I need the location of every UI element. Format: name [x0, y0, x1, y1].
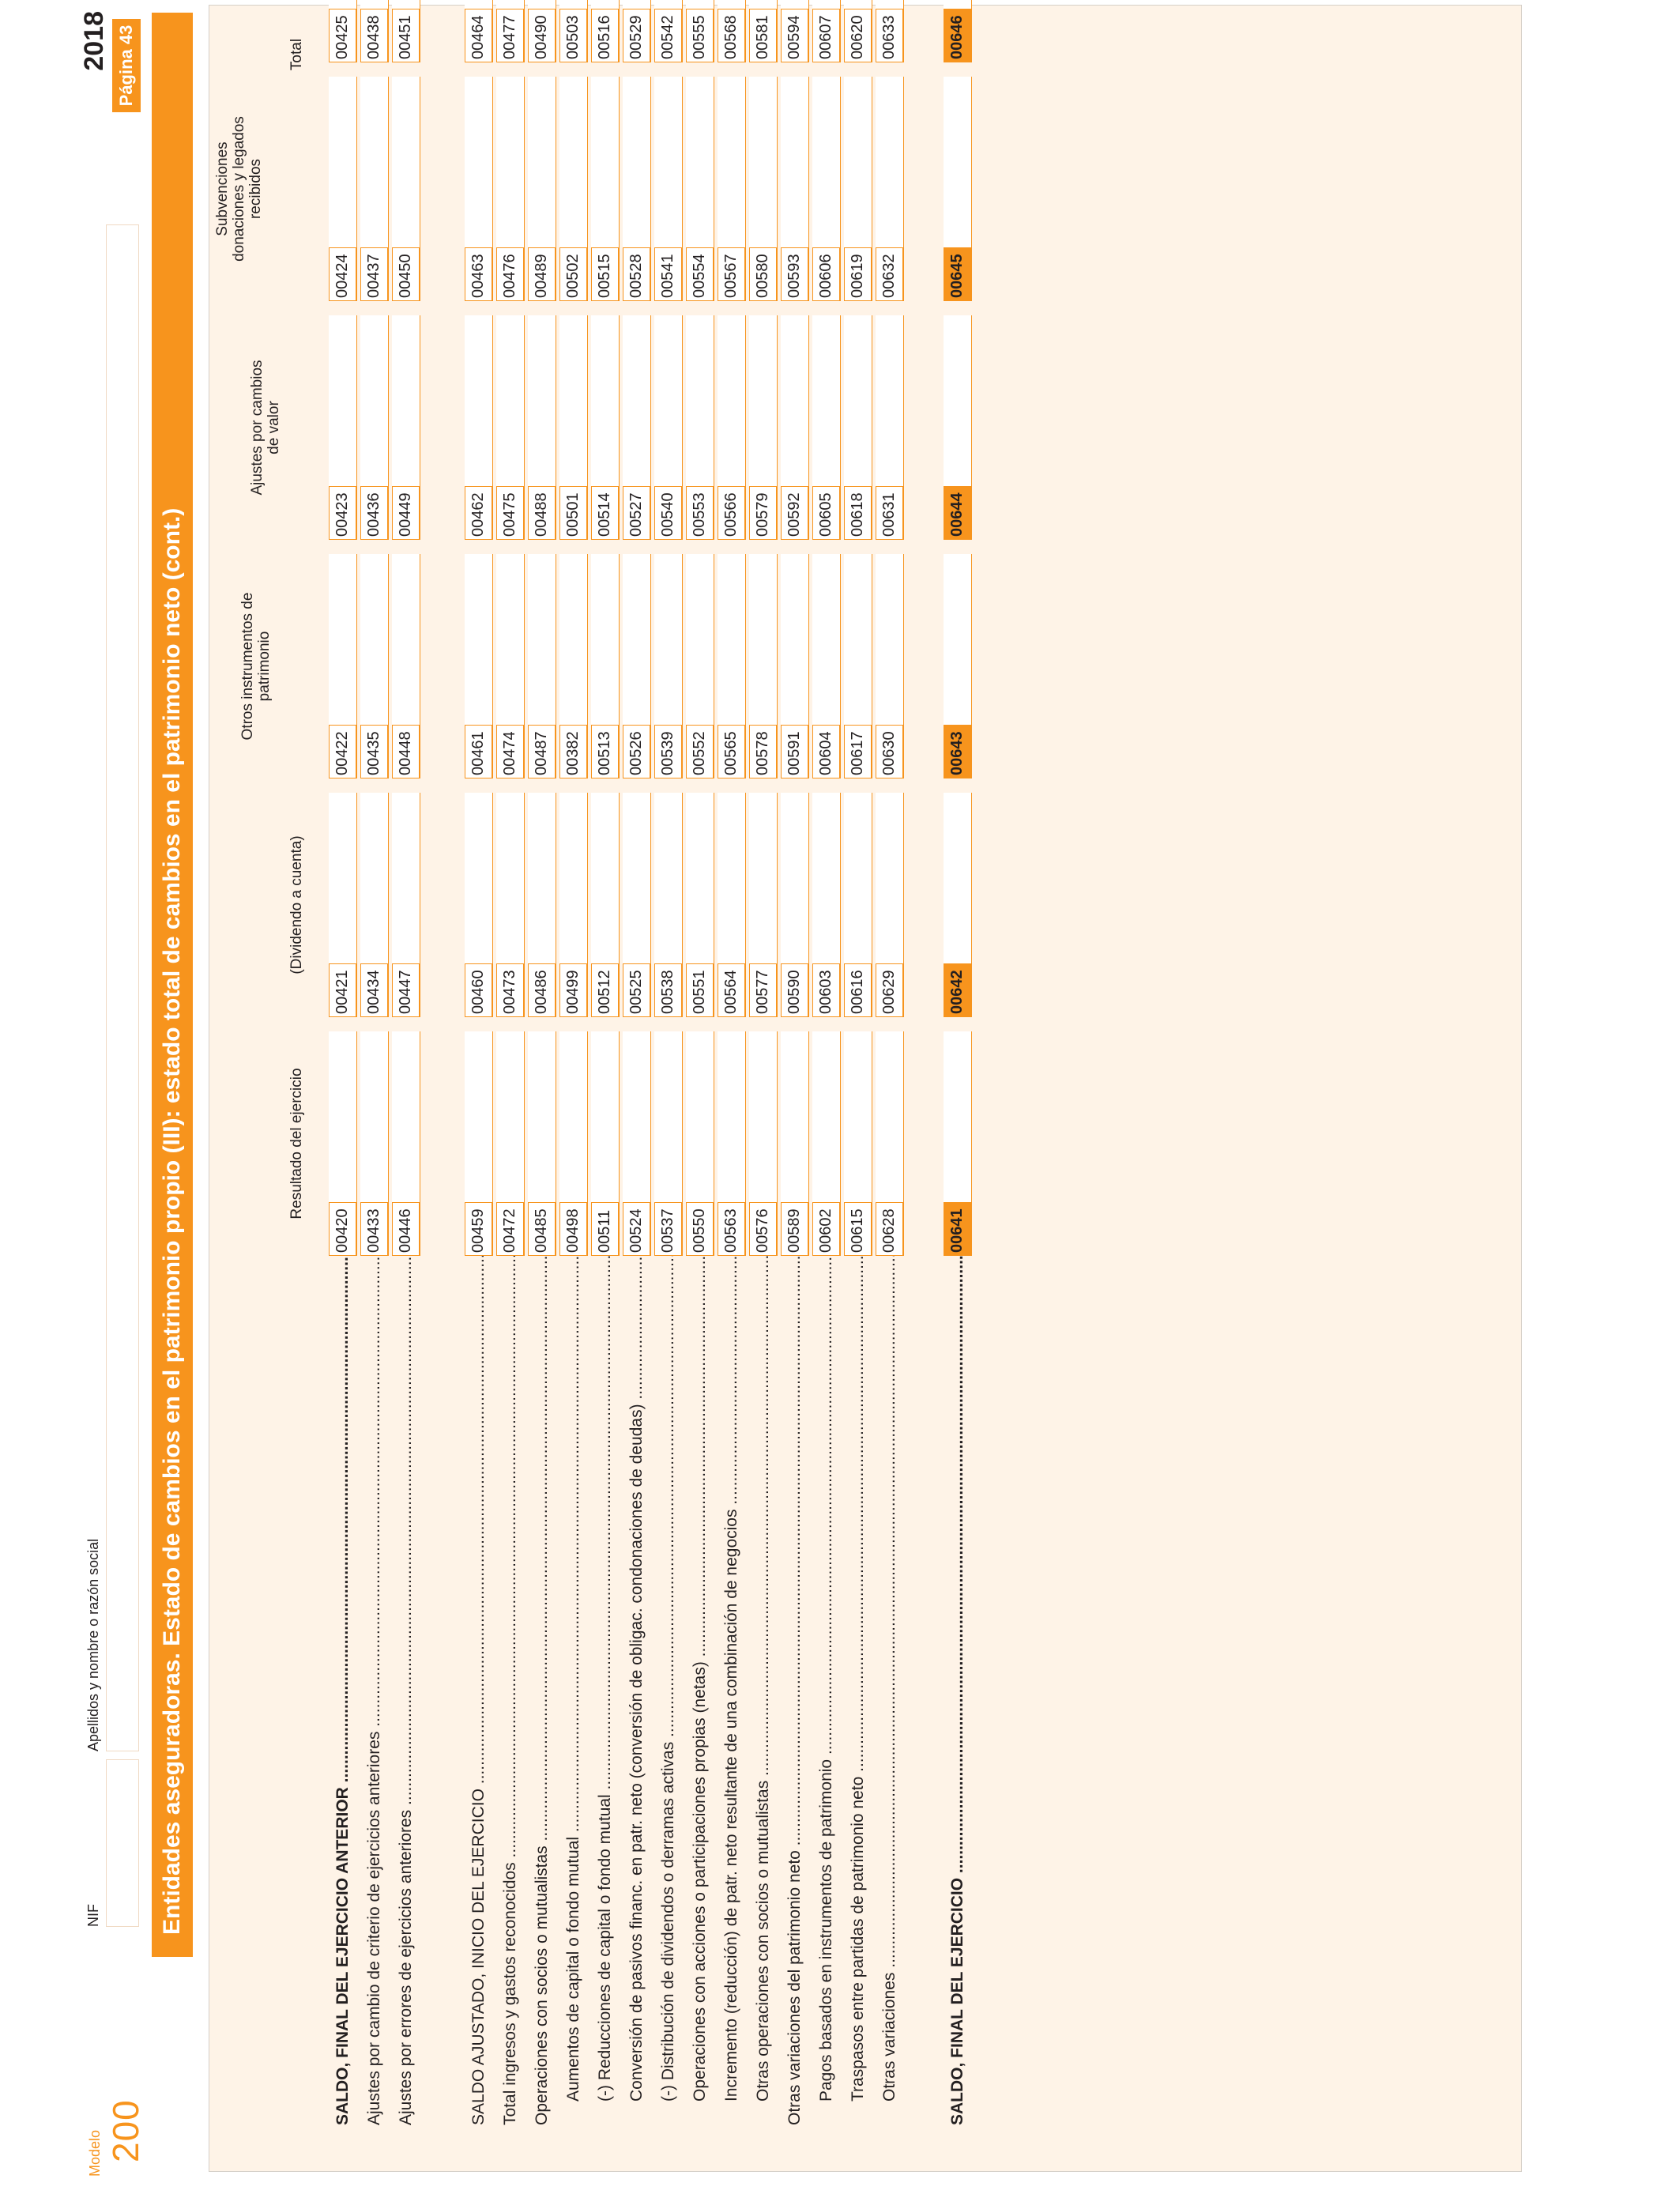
amount-field[interactable] [654, 554, 683, 778]
box-code: 00633 [876, 9, 903, 62]
amount-field[interactable] [496, 554, 525, 778]
modelo-number: 200 [105, 2099, 146, 2162]
amount-field[interactable] [654, 0, 683, 62]
box-code: 00643 [944, 725, 971, 778]
amount-field[interactable] [329, 1031, 357, 1256]
row-label-text: SALDO, FINAL DEL EJERCICIO ANTERIOR [333, 1787, 352, 2125]
row-label-text: Operaciones con acciones o participaciones propias (netas) [691, 1661, 709, 2102]
box-code: 00461 [465, 725, 492, 778]
amount-field[interactable] [876, 554, 904, 778]
amount-field[interactable] [623, 554, 651, 778]
box-code: 00462 [465, 486, 492, 540]
box-code: 00554 [686, 247, 714, 301]
amount-field[interactable] [686, 0, 714, 62]
amount-field[interactable] [844, 1031, 872, 1256]
amount-field[interactable] [360, 315, 389, 540]
amount-field[interactable] [749, 315, 778, 540]
box-code: 00616 [844, 963, 872, 1017]
column-header: (Dividendo a cuenta) [288, 835, 305, 974]
amount-field[interactable] [465, 554, 493, 778]
box-code: 00619 [844, 247, 872, 301]
row-label [331, 1256, 355, 2125]
box-code: 00553 [686, 486, 714, 540]
box-code: 00537 [654, 1202, 682, 1256]
amount-field[interactable] [329, 793, 357, 1017]
amount-field[interactable] [496, 0, 525, 62]
box-code: 00449 [392, 486, 420, 540]
amount-field[interactable] [392, 0, 420, 62]
amount-field[interactable] [591, 1031, 620, 1256]
box-code: 00486 [528, 963, 556, 1017]
box-code: 00420 [329, 1202, 356, 1256]
box-code: 00617 [844, 725, 872, 778]
amount-field[interactable] [392, 554, 420, 778]
amount-field[interactable] [876, 793, 904, 1017]
box-code: 00606 [812, 247, 840, 301]
row-label [783, 1256, 807, 2125]
box-code: 00576 [749, 1202, 777, 1256]
amount-field[interactable] [465, 315, 493, 540]
row-label-text: Traspasos entre partidas de patrimonio neto [849, 1776, 867, 2102]
column-header: Resultado del ejercicio [288, 1068, 305, 1220]
amount-field[interactable] [559, 1031, 588, 1256]
amount-field[interactable] [559, 315, 588, 540]
box-code: 00434 [360, 963, 388, 1017]
box-code: 00477 [496, 9, 524, 62]
row-label [562, 1256, 586, 2125]
amount-field[interactable] [360, 793, 389, 1017]
box-code: 00618 [844, 486, 872, 540]
amount-field[interactable] [496, 1031, 525, 1256]
amount-field[interactable] [360, 77, 389, 301]
amount-field[interactable] [591, 793, 620, 1017]
box-code: 00642 [944, 963, 971, 1017]
box-code: 00605 [812, 486, 840, 540]
box-code: 00578 [749, 725, 777, 778]
box-code: 00501 [559, 486, 587, 540]
box-code: 00565 [718, 725, 745, 778]
box-code: 00437 [360, 247, 388, 301]
column-header: Otros instrumentos de patrimonio [239, 592, 273, 741]
box-code: 00438 [360, 9, 388, 62]
amount-field[interactable] [360, 554, 389, 778]
box-code: 00538 [654, 963, 682, 1017]
box-code: 00472 [496, 1202, 524, 1256]
box-code: 00527 [623, 486, 650, 540]
amount-field[interactable] [559, 554, 588, 778]
row-label-text: Conversión de pasivos financ. en patr. neto (conversión de obligac. condonaciones de deudas) [627, 1404, 646, 2102]
box-code: 00490 [528, 9, 556, 62]
amount-field[interactable] [686, 77, 714, 301]
amount-field[interactable] [944, 554, 972, 778]
box-code: 00528 [623, 247, 650, 301]
box-code: 00511 [591, 1202, 619, 1256]
amount-field[interactable] [591, 0, 620, 62]
box-code: 00594 [781, 9, 808, 62]
row-label [363, 1256, 386, 2125]
amount-field[interactable] [749, 77, 778, 301]
amount-field[interactable] [944, 0, 972, 62]
amount-field[interactable] [812, 554, 841, 778]
box-code: 00604 [812, 725, 840, 778]
box-code: 00502 [559, 247, 587, 301]
amount-field[interactable] [623, 1031, 651, 1256]
box-code: 00630 [876, 725, 903, 778]
amount-field[interactable] [623, 793, 651, 1017]
amount-field[interactable] [781, 793, 809, 1017]
amount-field[interactable] [496, 77, 525, 301]
amount-field[interactable] [686, 793, 714, 1017]
amount-field[interactable] [812, 793, 841, 1017]
box-code: 00488 [528, 486, 556, 540]
box-code: 00644 [944, 486, 971, 540]
amount-field[interactable] [528, 554, 556, 778]
amount-field[interactable] [654, 315, 683, 540]
box-code: 00615 [844, 1202, 872, 1256]
amount-field[interactable] [718, 315, 746, 540]
box-code: 00540 [654, 486, 682, 540]
box-code: 00473 [496, 963, 524, 1017]
box-code: 00475 [496, 486, 524, 540]
box-code: 00524 [623, 1202, 650, 1256]
amount-field[interactable] [465, 793, 493, 1017]
amount-field[interactable] [686, 554, 714, 778]
nif-label: NIF [85, 1904, 101, 1927]
amount-field[interactable] [591, 315, 620, 540]
box-code: 00446 [392, 1202, 420, 1256]
section-title: Entidades aseguradoras. Estado de cambios en el patrimonio propio (III): estado total de cambios en el patrimonio neto (cont.) [152, 13, 193, 1957]
box-code: 00552 [686, 725, 714, 778]
amount-field[interactable] [329, 77, 357, 301]
box-code: 00499 [559, 963, 587, 1017]
row-label-text: SALDO, FINAL DEL EJERCICIO [948, 1877, 966, 2125]
amount-field[interactable] [749, 1031, 778, 1256]
box-code: 00620 [844, 9, 872, 62]
box-code: 00555 [686, 9, 714, 62]
amount-field[interactable] [360, 1031, 389, 1256]
box-code: 00512 [591, 963, 619, 1017]
row-label [625, 1256, 649, 2125]
box-code: 00566 [718, 486, 745, 540]
row-label-text: Incremento (reducción) de patr. neto resultante de una combinación de negocios [722, 1509, 740, 2102]
amount-field[interactable] [528, 315, 556, 540]
amount-field[interactable] [781, 77, 809, 301]
box-code: 00498 [559, 1202, 587, 1256]
amount-field[interactable] [876, 77, 904, 301]
box-code: 00591 [781, 725, 808, 778]
box-code: 00425 [329, 9, 356, 62]
amount-field[interactable] [718, 77, 746, 301]
amount-field[interactable] [528, 1031, 556, 1256]
box-code: 00563 [718, 1202, 745, 1256]
amount-field[interactable] [623, 77, 651, 301]
box-code: 00646 [944, 9, 971, 62]
amount-field[interactable] [749, 554, 778, 778]
amount-field[interactable] [781, 0, 809, 62]
amount-field[interactable] [844, 554, 872, 778]
amount-field[interactable] [944, 315, 972, 540]
box-code: 00577 [749, 963, 777, 1017]
amount-field[interactable] [686, 315, 714, 540]
amount-field[interactable] [654, 1031, 683, 1256]
box-code: 00460 [465, 963, 492, 1017]
amount-field[interactable] [749, 793, 778, 1017]
box-code: 00464 [465, 9, 492, 62]
box-code: 00589 [781, 1202, 808, 1256]
amount-field[interactable] [718, 0, 746, 62]
row-label [946, 1256, 970, 2125]
form-panel [209, 5, 1522, 2172]
row-label [815, 1256, 838, 2125]
box-code: 00551 [686, 963, 714, 1017]
amount-field[interactable] [559, 0, 588, 62]
amount-field[interactable] [812, 77, 841, 301]
row-label-text: (-) Reducciones de capital o fondo mutual [596, 1794, 614, 2102]
year-label: 2018 [79, 11, 109, 71]
amount-field[interactable] [844, 793, 872, 1017]
box-code: 00602 [812, 1202, 840, 1256]
amount-field[interactable] [812, 315, 841, 540]
box-code: 00525 [623, 963, 650, 1017]
box-code: 00382 [559, 725, 587, 778]
box-code: 00632 [876, 247, 903, 301]
box-code: 00568 [718, 9, 745, 62]
box-code: 00567 [718, 247, 745, 301]
amount-field[interactable] [944, 77, 972, 301]
box-code: 00541 [654, 247, 682, 301]
box-code: 00550 [686, 1202, 714, 1256]
row-label-text: Aumentos de capital o fondo mutual [564, 1836, 582, 2102]
box-code: 00485 [528, 1202, 556, 1256]
box-code: 00421 [329, 963, 356, 1017]
amount-field[interactable] [392, 793, 420, 1017]
row-label [720, 1256, 744, 2125]
amount-field[interactable] [591, 77, 620, 301]
amount-field[interactable] [623, 0, 651, 62]
amount-field[interactable] [944, 1031, 972, 1256]
amount-field[interactable] [781, 1031, 809, 1256]
amount-field[interactable] [844, 77, 872, 301]
row-label-text: SALDO AJUSTADO, INICIO DEL EJERCICIO [469, 1789, 488, 2125]
amount-field[interactable] [528, 0, 556, 62]
name-field[interactable] [106, 224, 139, 1751]
box-code: 00459 [465, 1202, 492, 1256]
amount-field[interactable] [812, 1031, 841, 1256]
amount-field[interactable] [844, 315, 872, 540]
box-code: 00526 [623, 725, 650, 778]
row-label [593, 1256, 617, 2125]
box-code: 00451 [392, 9, 420, 62]
row-label [688, 1256, 712, 2125]
box-code: 00631 [876, 486, 903, 540]
row-label [467, 1256, 491, 2125]
page-badge: Página 43 [112, 19, 141, 112]
box-code: 00592 [781, 486, 808, 540]
box-code: 00603 [812, 963, 840, 1017]
box-code: 00474 [496, 725, 524, 778]
nif-field[interactable] [106, 1759, 139, 1927]
amount-field[interactable] [392, 77, 420, 301]
amount-field[interactable] [329, 554, 357, 778]
row-label [751, 1256, 775, 2125]
amount-field[interactable] [654, 793, 683, 1017]
box-code: 00422 [329, 725, 356, 778]
box-code: 00542 [654, 9, 682, 62]
box-code: 00593 [781, 247, 808, 301]
box-code: 00433 [360, 1202, 388, 1256]
box-code: 00487 [528, 725, 556, 778]
box-code: 00436 [360, 486, 388, 540]
row-label-text: Pagos basados en instrumentos de patrimonio [817, 1759, 835, 2102]
modelo-label: Modelo [87, 2129, 103, 2177]
amount-field[interactable] [718, 793, 746, 1017]
box-code: 00590 [781, 963, 808, 1017]
amount-field[interactable] [718, 554, 746, 778]
column-header: Subvenciones donaciones y legados recibidos [214, 116, 264, 262]
box-code: 00476 [496, 247, 524, 301]
amount-field[interactable] [392, 1031, 420, 1256]
amount-field[interactable] [781, 315, 809, 540]
box-code: 00423 [329, 486, 356, 540]
amount-field[interactable] [496, 315, 525, 540]
amount-field[interactable] [329, 315, 357, 540]
amount-field[interactable] [876, 0, 904, 62]
box-code: 00580 [749, 247, 777, 301]
amount-field[interactable] [528, 77, 556, 301]
box-code: 00435 [360, 725, 388, 778]
amount-field[interactable] [528, 793, 556, 1017]
name-label: Apellidos y nombre o razón social [85, 1538, 101, 1751]
amount-field[interactable] [686, 1031, 714, 1256]
amount-field[interactable] [812, 0, 841, 62]
box-code: 00628 [876, 1202, 903, 1256]
amount-field[interactable] [623, 315, 651, 540]
amount-field[interactable] [876, 1031, 904, 1256]
box-code: 00424 [329, 247, 356, 301]
amount-field[interactable] [749, 0, 778, 62]
box-code: 00513 [591, 725, 619, 778]
amount-field[interactable] [465, 77, 493, 301]
box-code: 00515 [591, 247, 619, 301]
row-label-text: Otras variaciones del patrimonio neto [785, 1850, 804, 2125]
row-label-text: Otras variaciones [880, 1972, 898, 2102]
row-label-text: Ajustes por errores de ejercicios anteriores [397, 1809, 415, 2125]
row-label-text: Total ingresos y gastos reconocidos [501, 1862, 519, 2125]
amount-field[interactable] [329, 0, 357, 62]
amount-field[interactable] [392, 315, 420, 540]
box-code: 00450 [392, 247, 420, 301]
row-label [846, 1256, 870, 2125]
column-header: Total [288, 38, 305, 71]
amount-field[interactable] [591, 554, 620, 778]
box-code: 00503 [559, 9, 587, 62]
amount-field[interactable] [360, 0, 389, 62]
box-code: 00607 [812, 9, 840, 62]
amount-field[interactable] [654, 77, 683, 301]
box-code: 00581 [749, 9, 777, 62]
box-code: 00539 [654, 725, 682, 778]
box-code: 00448 [392, 725, 420, 778]
amount-field[interactable] [465, 0, 493, 62]
box-code: 00564 [718, 963, 745, 1017]
row-label [499, 1256, 522, 2125]
box-code: 00516 [591, 9, 619, 62]
box-code: 00529 [623, 9, 650, 62]
box-code: 00641 [944, 1202, 971, 1256]
amount-field[interactable] [718, 1031, 746, 1256]
amount-field[interactable] [876, 315, 904, 540]
row-label-text: Otras operaciones con socios o mutualistas [754, 1780, 772, 2102]
row-label-text: (-) Distribución de dividendos o derramas activas [659, 1741, 677, 2102]
box-code: 00489 [528, 247, 556, 301]
row-label [530, 1256, 554, 2125]
amount-field[interactable] [496, 793, 525, 1017]
box-code: 00514 [591, 486, 619, 540]
box-code: 00629 [876, 963, 903, 1017]
column-header: Ajustes por cambios de valor [249, 360, 282, 496]
box-code: 00645 [944, 247, 971, 301]
row-label [394, 1256, 418, 2125]
row-label-text: Operaciones con socios o mutualistas [533, 1845, 551, 2125]
amount-field[interactable] [559, 77, 588, 301]
amount-field[interactable] [559, 793, 588, 1017]
amount-field[interactable] [781, 554, 809, 778]
amount-field[interactable] [944, 793, 972, 1017]
box-code: 00447 [392, 963, 420, 1017]
amount-field[interactable] [844, 0, 872, 62]
amount-field[interactable] [465, 1031, 493, 1256]
row-label [878, 1256, 902, 2125]
box-code: 00579 [749, 486, 777, 540]
box-code: 00463 [465, 247, 492, 301]
row-label-text: Ajustes por cambio de criterio de ejercicios anteriores [365, 1731, 383, 2125]
row-label [657, 1256, 680, 2125]
